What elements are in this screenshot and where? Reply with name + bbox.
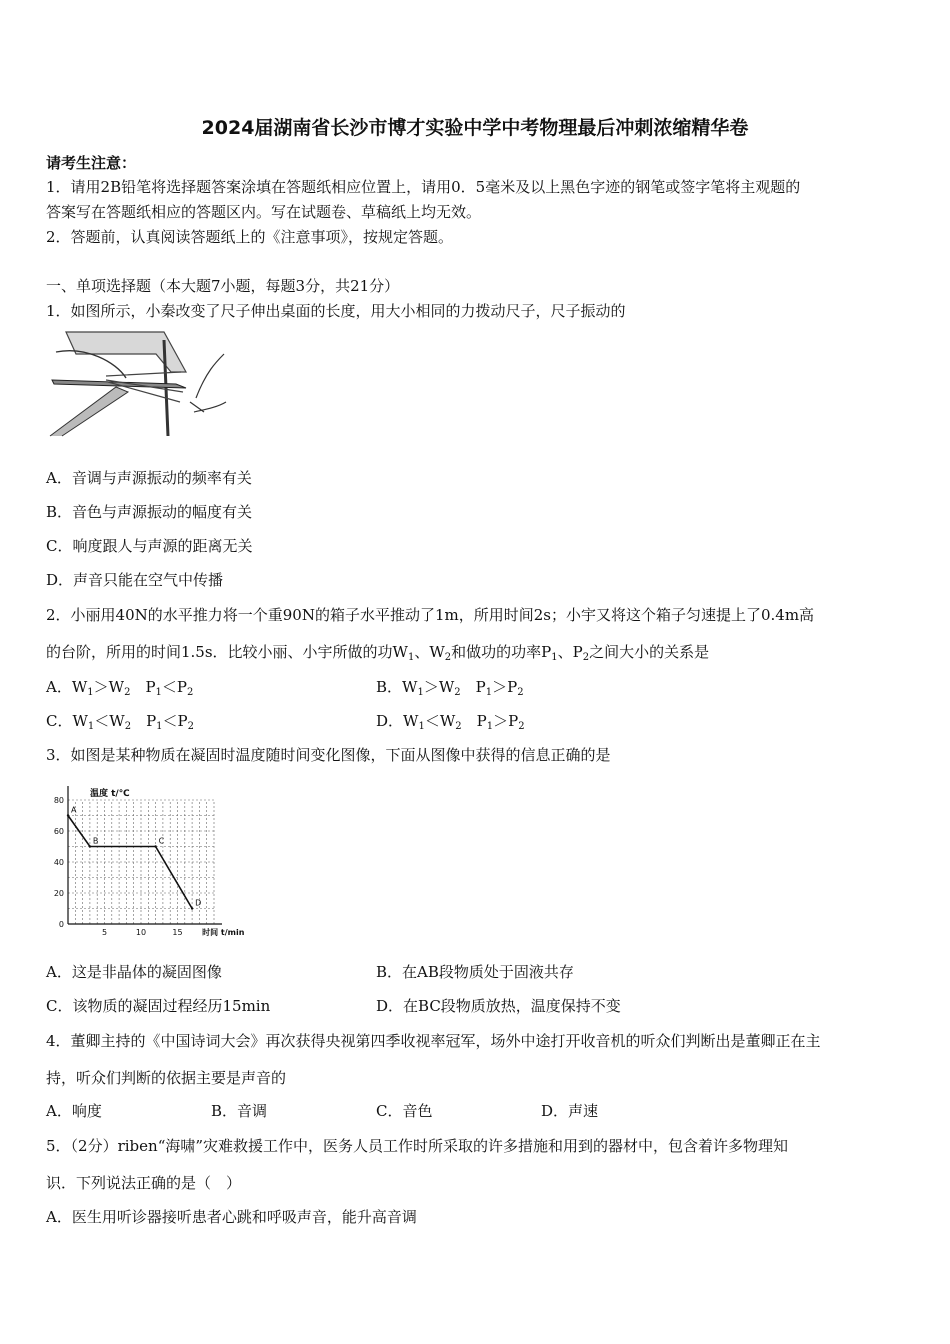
q2-option-d: D．$W_1<W_2$ $P_1>P_2$ [376,712,525,732]
q2-stem-2: 的台阶，所用的时间1.5s．比较小丽、小宇所做的功$W_1$、$W_2$和做功的功率$P_1$、$P_2$之间大小的关系是 [46,643,710,663]
solidification-chart [44,772,245,940]
q5-stem-2: 识．下列说法正确的是（ ） [46,1174,242,1192]
x-tick-label: 5 [101,928,108,937]
q5-stem-1: 5．（2分）riben“海啸”灾难救援工作中，医务人员工作时所采取的许多措施和用到的器材中，包含着许多物理知 [46,1137,789,1155]
q1-stem: 1．如图所示，小秦改变了尺子伸出桌面的长度，用大小相同的力拨动尺子，尺子振动的 [46,302,626,320]
q3-option-c: C．该物质的凝固过程经历15min [46,997,271,1015]
point-label-B: B [92,836,99,846]
q3-option-d: D．在BC段物质放热，温度保持不变 [376,997,621,1015]
q4-stem-1: 4．董卿主持的《中国诗词大会》再次获得央视第四季收视率冠军，场外中途打开收音机的听众们判断出是董卿正在主 [46,1032,821,1050]
x-tick-label: 10 [135,928,147,937]
q4-option-d: D．声速 [541,1102,599,1120]
page-title: 2024届湖南省长沙市博才实验中学中考物理最后冲刺浓缩精华卷 [201,117,749,139]
x-axis-label: 时间 t/min [202,928,245,937]
notice-line-1a: 1．请用2B铅笔将选择题答案涂填在答题纸相应位置上，请用0．5毫米及以上黑色字迹的钢笔或签字笔将主观题的 [46,178,801,196]
y-tick-label: 60 [53,827,64,836]
q4-option-c: C．音色 [376,1102,433,1120]
y-tick-label: 40 [53,858,64,867]
q5-option-a: A．医生用听诊器接听患者心跳和呼吸声音，能升高音调 [46,1208,417,1226]
data-point [89,845,91,847]
y-axis-label: 温度 t/℃ [90,789,130,799]
q1-option-d: D．声音只能在空气中传播 [46,571,224,589]
notice-line-1b: 答案写在答题纸相应的答题区内。写在试题卷、草稿纸上均无效。 [46,203,482,221]
point-label-A: A [71,805,77,815]
y-tick-label: 80 [53,796,64,805]
q2-option-a: A．$W_1>W_2$ $P_1<P_2$ [46,678,194,698]
q3-option-b: B．在AB段物质处于固液共存 [376,963,574,981]
q3-stem: 3．如图是某种物质在凝固时温度随时间变化图像，下面从图像中获得的信息正确的是 [46,746,611,764]
data-point [191,907,193,909]
data-point [67,814,69,816]
section-heading: 一、单项选择题（本大题7小题，每题3分，共21分） [46,277,400,295]
q1-option-c: C．响度跟人与声源的距离无关 [46,537,253,555]
q2-option-c: C．$W_1<W_2$ $P_1<P_2$ [46,712,195,732]
point-label-C: C [158,836,165,846]
q3-option-a: A．这是非晶体的凝固图像 [46,963,222,981]
q1-option-a: A．音调与声源振动的频率有关 [46,469,252,487]
q2-option-b: B．$W_1>W_2$ $P_1>P_2$ [376,678,524,698]
point-label-D: D [195,898,202,908]
notice-heading: 请考生注意： [46,154,137,172]
q4-option-a: A．响度 [46,1102,102,1120]
q1-option-b: B．音色与声源振动的幅度有关 [46,503,253,521]
q4-stem-2: 持，听众们判断的依据主要是声音的 [46,1069,287,1087]
q2-stem-1: 2．小丽用40N的水平推力将一个重90N的箱子水平推动了1m，所用时间2s；小宇又将这个箱子匀速提上了0.4m高 [46,606,815,624]
y-tick-label: 0 [58,920,64,929]
y-tick-label: 20 [53,889,64,898]
data-point [154,845,156,847]
ruler-table-figure [46,332,228,436]
q4-option-b: B．音调 [211,1102,268,1120]
notice-line-2: 2．答题前，认真阅读答题纸上的《注意事项》，按规定答题。 [46,228,454,246]
x-tick-label: 15 [172,928,183,937]
